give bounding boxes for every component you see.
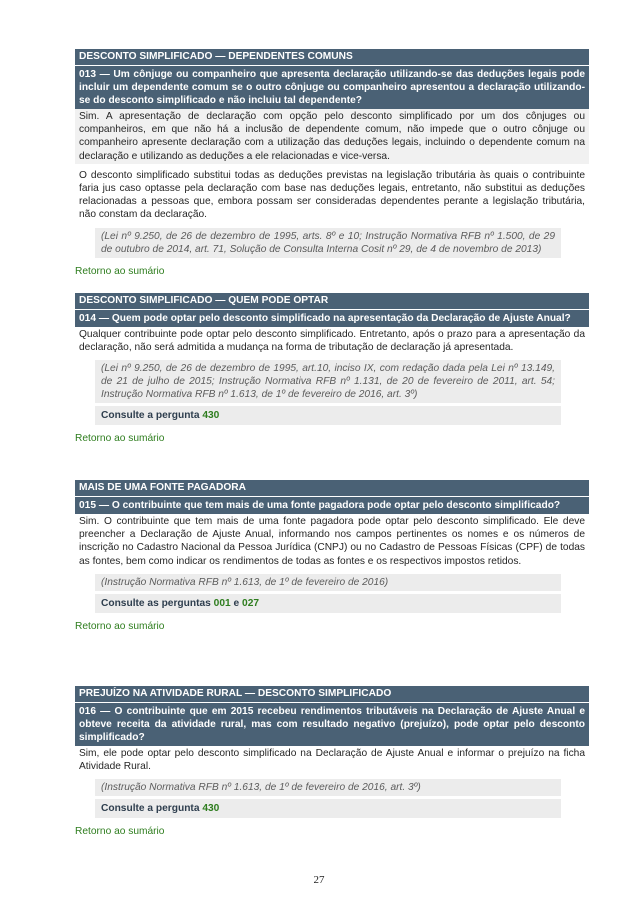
answer-paragraph: Sim. O contribuinte que tem mais de uma fonte pagadora pode optar pelo desconto simplificado. Ele deve preencher a Declaração de Ajuste Anual, informando nos campos pertinentes os nomes e os números de inscrição no Cadastro Nacional da Pessoa Jurídica (CNPJ) ou no Cadastro de Pessoas Físicas (CPF) de todas as fontes, bem como indicar os rendimentos de todas as fontes e os respectivos impostos retidos. (75, 514, 589, 569)
question-015: 015 — O contribuinte que tem mais de uma fonte pagadora pode optar pelo desconto simplificado? (75, 497, 589, 514)
section-header: MAIS DE UMA FONTE PAGADORA (75, 480, 589, 497)
answer-paragraph: Sim. A apresentação de declaração com opção pelo desconto simplificado por um dos cônjuges ou companheiros, em que não há a inclusão de dependente comum, não impede que o outro cônjuge ou companheiro apresente declaração com a utilização das deduções legais, incluindo o dependente comum na declaração e utilizando as deduções a ele relacionadas e vice-versa. (75, 109, 589, 164)
question-013: 013 — Um cônjuge ou companheiro que apresenta declaração utilizando-se das deduções legais pode incluir um dependente comum se o outro cônjuge ou companheiro apresentou a declaração utilizando-se do desconto simplificado e não incluiu tal dependente? (75, 66, 589, 109)
legal-reference: (Lei nº 9.250, de 26 de dezembro de 1995, art.10, inciso IX, com redação dada pela Lei nº 13.149, de 21 de julho de 2015; Instrução Normativa RFB nº 1.131, de 20 de fevereiro de 2011, art. 54; Instrução Normativa RFB nº 1.613, de 1º de fevereiro de 2016, art. 3º) (95, 360, 561, 403)
legal-reference: (Instrução Normativa RFB nº 1.613, de 1º de fevereiro de 2016, art. 3º) (95, 779, 561, 796)
question-link-027[interactable]: 027 (242, 597, 260, 609)
consult-question (95, 799, 561, 818)
section-header: DESCONTO SIMPLIFICADO — DEPENDENTES COMUNS (75, 49, 589, 66)
question-link-430[interactable]: 430 (202, 803, 220, 815)
return-to-summary-link[interactable]: Retorno ao sumário (75, 265, 165, 277)
legal-reference: (Lei nº 9.250, de 26 de dezembro de 1995, arts. 8º e 10; Instrução Normativa RFB nº 1.500, de 29 de outubro de 2014, art. 71, Solução de Consulta Interna Cosit nº 29, de 4 de novembro de 2013) (95, 228, 561, 258)
section-quem-pode-optar (75, 293, 589, 444)
section-header: PREJUÍZO NA ATIVIDADE RURAL — DESCONTO SIMPLIFICADO (75, 686, 589, 703)
question-link-430[interactable]: 430 (202, 410, 220, 422)
section-dependentes-comuns (75, 49, 589, 277)
section-prejuizo-atividade-rural (75, 686, 589, 837)
section-header: DESCONTO SIMPLIFICADO — QUEM PODE OPTAR (75, 293, 589, 310)
consult-and: e (233, 597, 240, 609)
consult-question (95, 406, 561, 425)
consult-label: Consulte a pergunta (101, 803, 200, 815)
question-014: 014 — Quem pode optar pelo desconto simplificado na apresentação da Declaração de Ajuste Anual? (75, 310, 589, 327)
return-to-summary-link[interactable]: Retorno ao sumário (75, 433, 165, 445)
answer-paragraph: Qualquer contribuinte pode optar pelo desconto simplificado. Entretanto, após o prazo para a apresentação da declaração, não será admitida a mudança na forma de tributação de declaração já apresentada. (75, 327, 589, 355)
question-link-001[interactable]: 001 (213, 597, 231, 609)
question-016: 016 — O contribuinte que em 2015 recebeu rendimentos tributáveis na Declaração de Ajuste Anual e obteve receita da atividade rural, mas com resultado negativo (prejuízo), pode optar pelo desconto simplificado? (75, 703, 589, 746)
return-to-summary-link[interactable]: Retorno ao sumário (75, 826, 165, 838)
answer-paragraph: O desconto simplificado substitui todas as deduções previstas na legislação tributária às quais o contribuinte faria jus caso optasse pela declaração com base nas deduções legais, entretanto, não substitui as deduções relacionadas a pessoas que, embora possam ser consideradas dependentes perante a legislação tributária, não constam da declaração. (75, 168, 589, 223)
consult-label: Consulte as perguntas (101, 597, 211, 609)
return-to-summary-link[interactable]: Retorno ao sumário (75, 620, 165, 632)
answer-paragraph: Sim, ele pode optar pelo desconto simplificado na Declaração de Ajuste Anual e informar o prejuízo na ficha Atividade Rural. (75, 746, 589, 774)
legal-reference: (Instrução Normativa RFB nº 1.613, de 1º de fevereiro de 2016) (95, 574, 561, 591)
consult-questions (95, 594, 561, 613)
section-mais-de-uma-fonte (75, 480, 589, 632)
consult-label: Consulte a pergunta (101, 410, 200, 422)
page-number: 27 (313, 874, 325, 886)
